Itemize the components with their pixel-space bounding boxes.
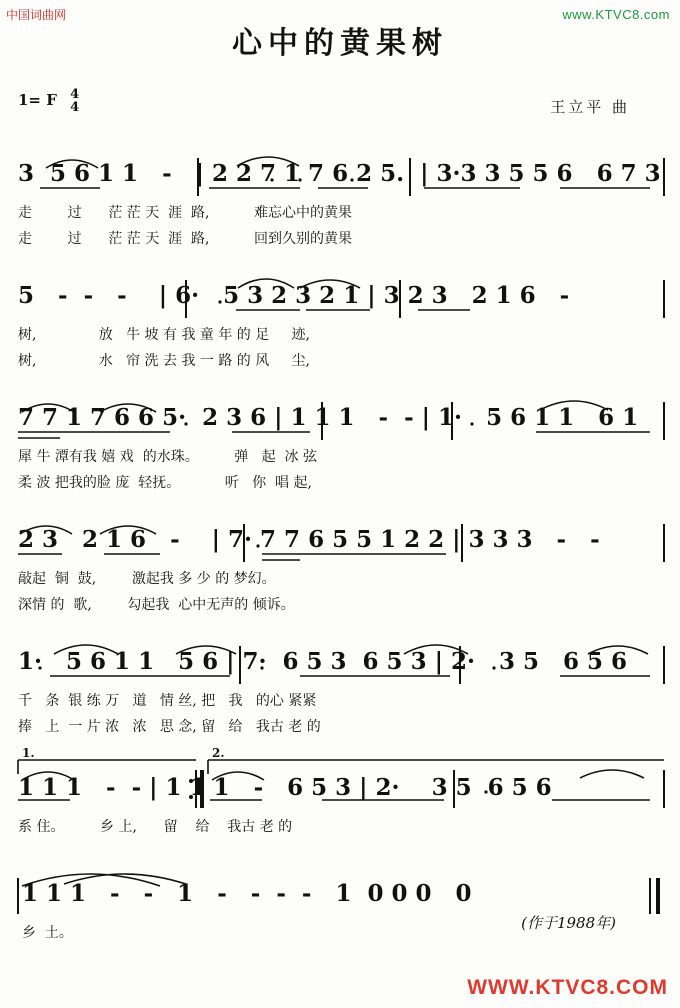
music-system-6 <box>0 748 680 858</box>
composition-date-note: (作于1988年) <box>521 914 616 932</box>
system-2-notes: 5 - - - | 6· 5 3 2 3 2 1 | 3 2 3 2 1 6 - <box>18 282 570 309</box>
system-6-engraving <box>0 748 680 858</box>
key-signature <box>18 88 79 114</box>
music-system-5 <box>0 628 680 748</box>
time-signature-denominator: 4 <box>70 100 80 115</box>
system-7-lyric-verse-1: 乡 土。 <box>22 925 73 941</box>
system-1-lyric-verse-2: 走 过 茫 茫 天 涯 路, 回到久别的黄果 <box>18 231 352 247</box>
system-3-notes: 7 7 1 7 6 6 5· 2 3 6 | 1 1 1 - - | 1· 5 6 1 1 6 1 <box>18 404 639 431</box>
composer-credit: 王立平 曲 <box>550 98 630 116</box>
watermark-bottom-text: WWW.KTVC8.COM <box>467 976 668 999</box>
music-system-4 <box>0 506 680 626</box>
music-system-2 <box>0 262 680 382</box>
system-6-repeat-2-label: 2. <box>212 746 225 760</box>
system-6-notes: 1 1 1 - - | 1 1 1 - 6 5 3 | 2· 3 5 6 5 6 <box>18 774 552 801</box>
system-2-lyric-verse-2: 树, 水 帘 洗 去 我 一 路 的 风 尘, <box>18 353 310 369</box>
system-4-lyric-verse-1: 敲起 铜 鼓, 激起我 多 少 的 梦幻。 <box>18 571 276 587</box>
music-system-7 <box>0 858 680 948</box>
key-signature-label: 1= F <box>18 91 57 109</box>
system-5-lyric-verse-1: 千 条 银 练 万 道 情 丝, 把 我 的心 紧紧 <box>18 693 317 709</box>
system-4-notes: 2 3 2 1 6 - | 7· 7 7 6 5 5 1 2 2 | 3 3 3 - - <box>18 526 600 553</box>
system-1-notes: 3 5 6 1 1 - | 2 2 7 1 7 6 2 5. | 3·3 3 5 5 6 6 7 3 <box>18 160 661 187</box>
watermark-top-right: www.KTVC8.com <box>562 7 670 22</box>
music-system-3 <box>0 384 680 504</box>
system-2-lyric-verse-1: 树, 放 牛 坡 有 我 童 年 的 足 迹, <box>18 327 310 343</box>
system-4-lyric-verse-2: 深情 的 歌, 勾起我 心中无声的 倾诉。 <box>18 597 295 613</box>
time-signature <box>70 88 79 114</box>
watermark-bottom <box>467 976 668 1000</box>
time-signature-numerator: 4 <box>70 87 80 102</box>
watermark-top-left: 中国词曲网 <box>6 8 67 22</box>
system-3-lyric-verse-2: 柔 波 把我的脸 庞 轻抚。 听 你 唱 起, <box>18 475 312 491</box>
page-title: 心中的黄果树 <box>232 26 448 61</box>
system-1-lyric-verse-1: 走 过 茫 茫 天 涯 路, 难忘心中的黄果 <box>18 205 352 221</box>
system-7-notes: 1 1 1 - - 1 - - - - 1 0 0 0 0 <box>22 880 472 907</box>
system-6-lyric-verse-1: 系 住。 乡 上, 留 给 我古 老 的 <box>18 819 293 835</box>
system-3-lyric-verse-1: 犀 牛 潭有我 嬉 戏 的水珠。 弹 起 冰 弦 <box>18 449 318 465</box>
system-5-notes: 1· 5 6 1 1 5 6 | 7· 6 5 3 6 5 3 | 2· 3 5 6 5 6 <box>18 648 628 675</box>
system-6-repeat-1-label: 1. <box>22 746 35 760</box>
music-system-1 <box>0 140 680 260</box>
system-5-lyric-verse-2: 捧 上 一 片 浓 浓 思 念, 留 给 我古 老 的 <box>18 719 321 735</box>
